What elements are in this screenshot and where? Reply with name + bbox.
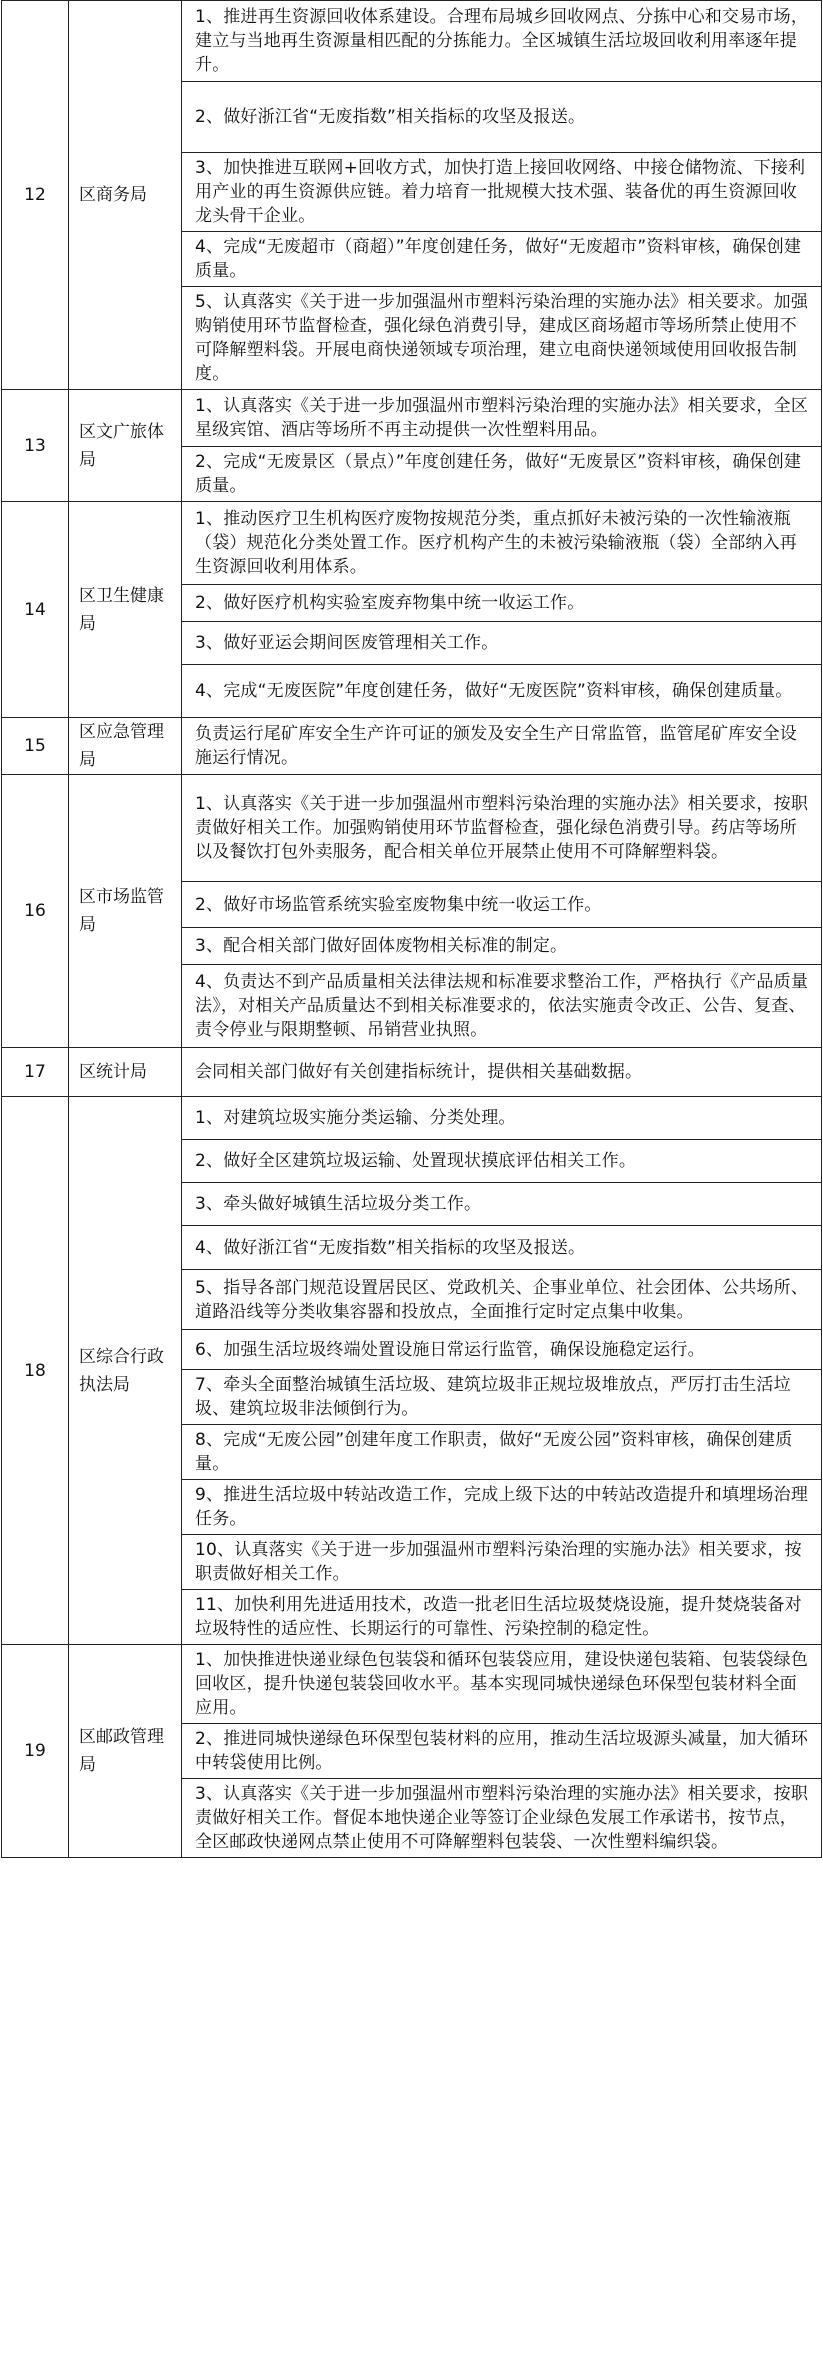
row-number: 15 [2,718,69,775]
task-item: 11、加快利用先进适用技术，改造一批老旧生活垃圾焚烧设施，提升焚烧装备对垃圾特性的适应性、长期运行的可靠性、污染控制的稳定性。 [182,1590,822,1645]
row-number: 17 [2,1048,69,1097]
row-number: 18 [2,1097,69,1645]
department-name: 区卫生健康局 [69,502,182,718]
task-item: 8、完成“无废公园”创建年度工作职责，做好“无废公园”资料审核，确保创建质量。 [182,1425,822,1480]
task-item: 9、推进生活垃圾中转站改造工作，完成上级下达的中转站改造提升和填埋场治理任务。 [182,1480,822,1535]
task-item: 5、认真落实《关于进一步加强温州市塑料污染治理的实施办法》相关要求。加强购销使用环节监督检查，强化绿色消费引导，建成区商场超市等场所禁止使用不可降解塑料袋。开展电商快递领域专项治理，建立电商快递领域使用回收报告制度。 [182,287,822,390]
task-item: 1、推进再生资源回收体系建设。合理布局城乡回收网点、分拣中心和交易市场，建立与当地再生资源量相匹配的分拣能力。全区城镇生活垃圾回收利用率逐年提升。 [182,1,822,82]
table-row [2,390,822,447]
table-row [2,1,822,82]
task-item: 10、认真落实《关于进一步加强温州市塑料污染治理的实施办法》相关要求，按职责做好相关工作。 [182,1535,822,1590]
task-item: 负责运行尾矿库安全生产许可证的颁发及安全生产日常监管，监管尾矿库安全设施运行情况。 [182,718,822,775]
task-item: 1、推动医疗卫生机构医疗废物按规范分类，重点抓好未被污染的一次性输液瓶（袋）规范化分类处置工作。医疗机构产生的未被污染输液瓶（袋）全部纳入再生资源回收利用体系。 [182,502,822,585]
task-item: 2、做好全区建筑垃圾运输、处置现状摸底评估相关工作。 [182,1140,822,1183]
task-item: 1、加快推进快递业绿色包装袋和循环包装袋应用，建设快递包装箱、包装袋绿色回收区，提升快递包装袋回收水平。基本实现同城快递绿色环保型包装材料全面应用。 [182,1645,822,1724]
department-name: 区商务局 [69,1,182,390]
row-number: 19 [2,1645,69,1858]
task-item: 1、对建筑垃圾实施分类运输、分类处理。 [182,1097,822,1140]
task-item: 5、指导各部门规范设置居民区、党政机关、企事业单位、社会团体、公共场所、道路沿线等分类收集容器和投放点，全面推行定时定点集中收集。 [182,1270,822,1330]
department-name: 区文广旅体局 [69,390,182,502]
department-name: 区应急管理局 [69,718,182,775]
task-item: 4、做好浙江省“无废指数”相关指标的攻坚及报送。 [182,1226,822,1270]
task-item: 2、做好浙江省“无废指数”相关指标的攻坚及报送。 [182,82,822,153]
row-number: 16 [2,775,69,1048]
department-name: 区综合行政执法局 [69,1097,182,1645]
task-item: 4、完成“无废医院”年度创建任务，做好“无废医院”资料审核，确保创建质量。 [182,665,822,718]
department-name: 区统计局 [69,1048,182,1097]
task-item: 3、牵头做好城镇生活垃圾分类工作。 [182,1183,822,1226]
task-item: 2、做好市场监管系统实验室废物集中统一收运工作。 [182,882,822,928]
department-name: 区邮政管理局 [69,1645,182,1858]
row-number: 14 [2,502,69,718]
table-row [2,775,822,882]
task-item: 2、做好医疗机构实验室废弃物集中统一收运工作。 [182,585,822,622]
task-item: 2、推进同城快递绿色环保型包装材料的应用，推动生活垃圾源头减量，加大循环中转袋使用比例。 [182,1724,822,1779]
row-number: 12 [2,1,69,390]
task-item: 4、负责达不到产品质量相关法律法规和标准要求整治工作，严格执行《产品质量法》，对相关产品质量达不到相关标准要求的，依法实施责令改正、公告、复查、责令停业与限期整顿、吊销营业执照。 [182,965,822,1048]
table-row [2,502,822,585]
task-item: 3、加快推进互联网+回收方式，加快打造上接回收网络、中接仓储物流、下接利用产业的再生资源供应链。着力培育一批规模大技术强、装备优的再生资源回收龙头骨干企业。 [182,153,822,232]
task-item: 1、认真落实《关于进一步加强温州市塑料污染治理的实施办法》相关要求，全区星级宾馆、酒店等场所不再主动提供一次性塑料用品。 [182,390,822,447]
task-table-body [2,1,822,1858]
table-row [2,1097,822,1140]
task-item: 1、认真落实《关于进一步加强温州市塑料污染治理的实施办法》相关要求，按职责做好相关工作。加强购销使用环节监督检查，强化绿色消费引导。药店等场所以及餐饮打包外卖服务，配合相关单位开展禁止使用不可降解塑料袋。 [182,775,822,882]
table-row [2,718,822,775]
table-row [2,1048,822,1097]
task-item: 7、牵头全面整治城镇生活垃圾、建筑垃圾非正规垃圾堆放点，严厉打击生活垃圾、建筑垃圾非法倾倒行为。 [182,1370,822,1425]
task-item: 3、做好亚运会期间医废管理相关工作。 [182,622,822,665]
task-item: 3、配合相关部门做好固体废物相关标准的制定。 [182,928,822,965]
task-item: 4、完成“无废超市（商超）”年度创建任务，做好“无废超市”资料审核，确保创建质量。 [182,232,822,287]
task-table [1,0,822,1858]
department-name: 区市场监管局 [69,775,182,1048]
task-item: 2、完成“无废景区（景点）”年度创建任务，做好“无废景区”资料审核，确保创建质量。 [182,447,822,502]
task-item: 3、认真落实《关于进一步加强温州市塑料污染治理的实施办法》相关要求，按职责做好相关工作。督促本地快递企业等签订企业绿色发展工作承诺书，按节点，全区邮政快递网点禁止使用不可降解塑料包装袋、一次性塑料编织袋。 [182,1779,822,1858]
table-row [2,1645,822,1724]
row-number: 13 [2,390,69,502]
task-item: 6、加强生活垃圾终端处置设施日常运行监管，确保设施稳定运行。 [182,1330,822,1370]
task-item: 会同相关部门做好有关创建指标统计，提供相关基础数据。 [182,1048,822,1097]
